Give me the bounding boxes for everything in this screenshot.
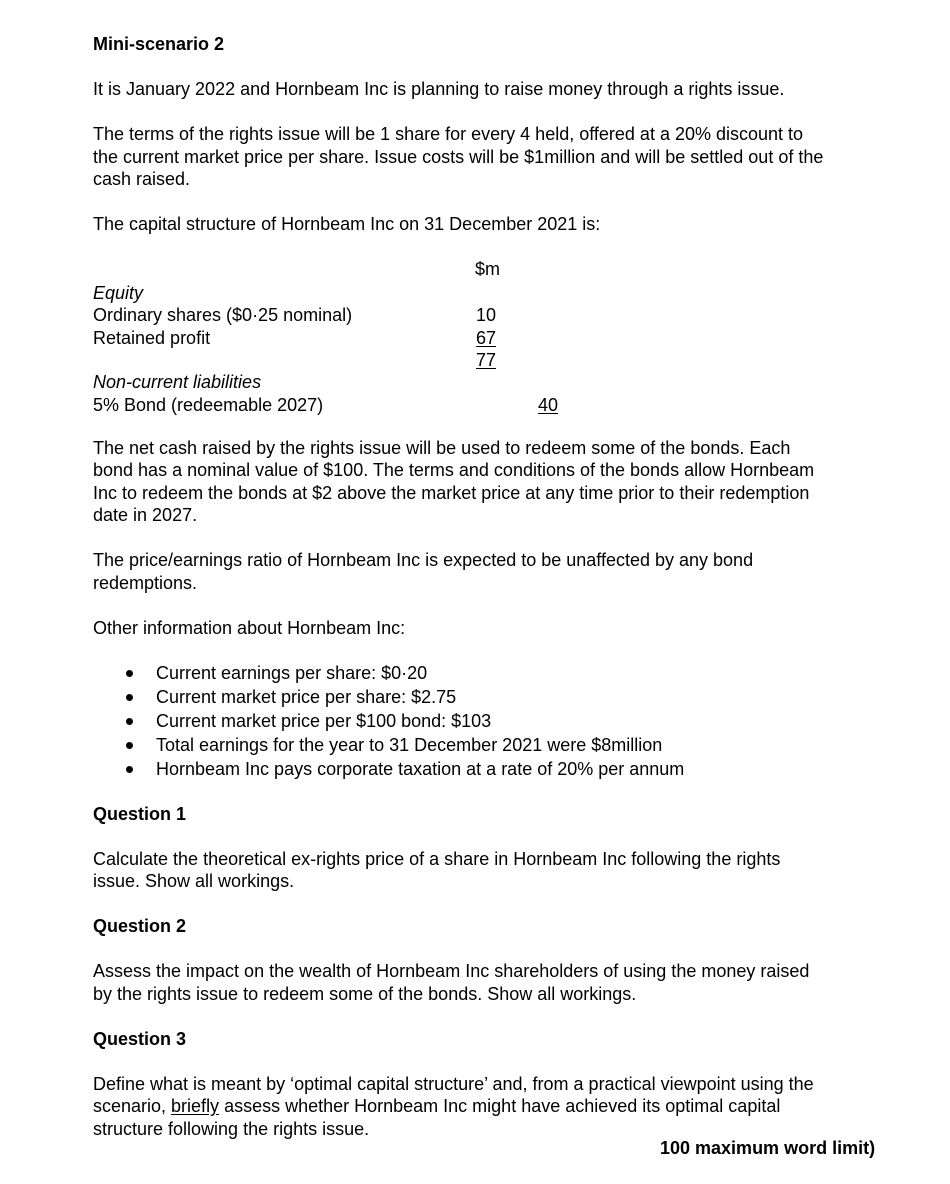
list-item-text: Current market price per share: $2.75 <box>156 686 457 707</box>
text-line <box>93 1095 903 1118</box>
bond-label: 5% Bond (redeemable 2027) <box>93 394 324 415</box>
text-fragment: assess whether Hornbeam Inc might have achieved its optimal capital <box>219 1096 781 1116</box>
question-3-text <box>93 1073 903 1141</box>
list-item-text: Current market price per $100 bond: $103 <box>156 710 492 731</box>
capital-intro: The capital structure of Hornbeam Inc on 31 December 2021 is: <box>93 214 601 234</box>
text-fragment: scenario, <box>93 1096 172 1116</box>
ordinary-shares-label: Ordinary shares ($0·25 nominal) <box>93 304 353 325</box>
bullet-icon <box>126 718 133 725</box>
question-2-heading: Question 2 <box>93 916 187 936</box>
list-item <box>93 710 903 734</box>
equity-label: Equity <box>93 282 144 303</box>
text-line: The price/earnings ratio of Hornbeam Inc is expected to be unaffected by any bond <box>93 550 754 570</box>
text-line: Calculate the theoretical ex-rights price of a share in Hornbeam Inc following the rights <box>93 848 781 869</box>
capital-structure-table <box>93 258 903 428</box>
equity-total-value: 77 <box>476 349 497 370</box>
list-item <box>93 758 903 782</box>
ncl-label: Non-current liabilities <box>93 371 262 392</box>
pe-paragraph <box>93 549 903 594</box>
text-line: cash raised. <box>93 169 191 189</box>
bullet-icon <box>126 766 133 773</box>
text-line: Inc to redeem the bonds at $2 above the market price at any time prior to their redemption <box>93 482 810 503</box>
text-line: structure following the rights issue. <box>93 1118 370 1139</box>
terms-paragraph <box>93 123 903 191</box>
bond-value: 40 <box>538 394 559 415</box>
text-line: Define what is meant by ‘optimal capital structure’ and, from a practical viewpoint using the <box>93 1073 814 1094</box>
emphasis-briefly: briefly <box>171 1096 220 1116</box>
text-line: The net cash raised by the rights issue will be used to redeem some of the bonds. Each <box>93 437 791 458</box>
retained-profit-label: Retained profit <box>93 327 211 348</box>
other-info-list <box>93 662 903 782</box>
document-title: Mini-scenario 2 <box>93 34 225 54</box>
list-item <box>93 734 903 758</box>
word-limit-note: 100 maximum word limit) <box>660 1138 876 1158</box>
unit-header: $m <box>475 258 501 279</box>
text-line: by the rights issue to redeem some of the bonds. Show all workings. <box>93 983 637 1004</box>
bullet-icon <box>126 694 133 701</box>
list-item <box>93 686 903 710</box>
retained-profit-value: 67 <box>476 327 497 348</box>
text-line: date in 2027. <box>93 505 198 525</box>
bullet-icon <box>126 742 133 749</box>
question-3-heading: Question 3 <box>93 1028 187 1049</box>
intro-paragraph: It is January 2022 and Hornbeam Inc is planning to raise money through a rights issue. <box>93 79 785 99</box>
text-line: redemptions. <box>93 572 198 593</box>
net-cash-paragraph <box>93 437 903 527</box>
text-line: issue. Show all workings. <box>93 871 295 891</box>
other-info-intro: Other information about Hornbeam Inc: <box>93 617 406 638</box>
list-item-text: Current earnings per share: $0·20 <box>156 662 428 683</box>
list-item-text: Hornbeam Inc pays corporate taxation at a rate of 20% per annum <box>156 758 685 779</box>
text-line: the current market price per share. Issue costs will be $1million and will be settled out of the <box>93 146 824 167</box>
question-2-text <box>93 960 903 1005</box>
list-item-text: Total earnings for the year to 31 December 2021 were $8million <box>156 734 663 755</box>
ordinary-shares-value: 10 <box>476 304 497 325</box>
document-page <box>93 33 903 1140</box>
list-item <box>93 662 903 686</box>
text-line: The terms of the rights issue will be 1 share for every 4 held, offered at a 20% discount to <box>93 124 804 144</box>
text-line: Assess the impact on the wealth of Hornbeam Inc shareholders of using the money raised <box>93 961 810 981</box>
question-1-text <box>93 848 903 893</box>
text-line: bond has a nominal value of $100. The terms and conditions of the bonds allow Hornbeam <box>93 460 815 480</box>
bullet-icon <box>126 670 133 677</box>
question-1-heading: Question 1 <box>93 803 187 824</box>
